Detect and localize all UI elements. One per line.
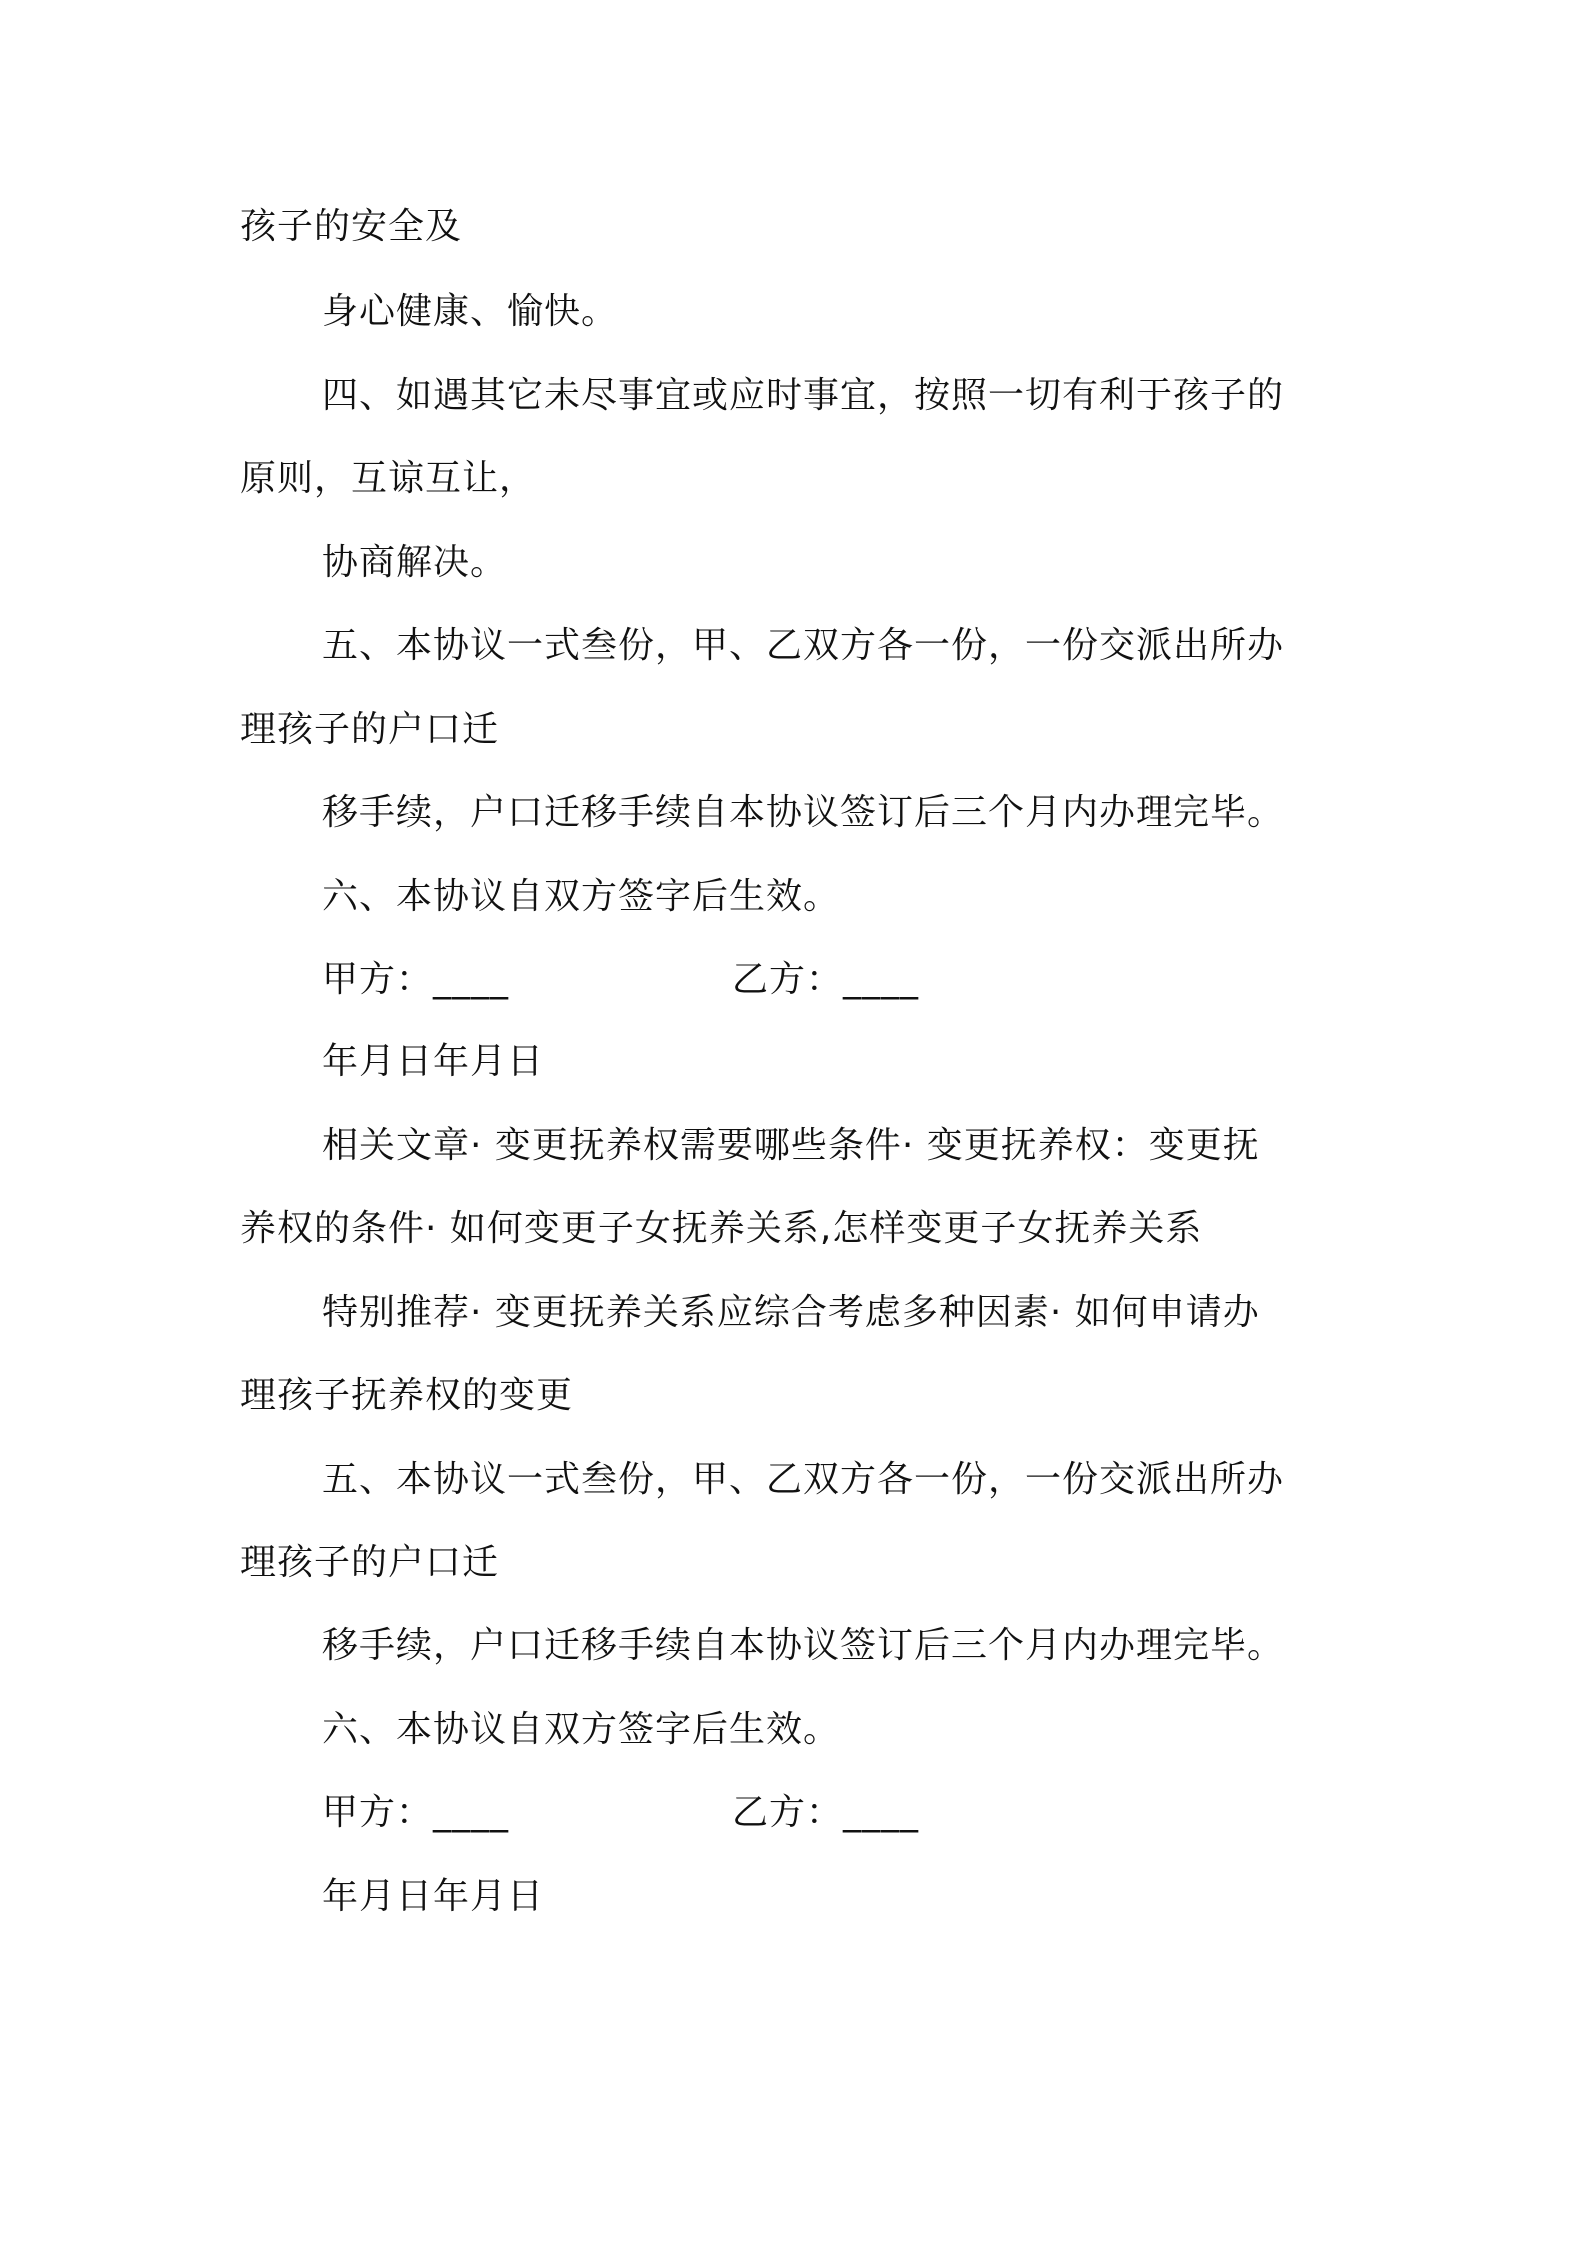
recommended-line: 特别推荐· 变更抚养关系应综合考虑多种因素· 如何申请办 [322,1292,1260,1333]
paragraph-line: 孩子的安全及 [240,206,463,247]
paragraph-line: 六、本协议自双方签字后生效。 [322,876,841,917]
party-a-blank: ____ [433,1792,510,1833]
recommended-line: 理孩子抚养权的变更 [240,1375,574,1416]
party-a-label: 甲方： [322,959,434,1000]
party-b-signature [732,1791,919,1835]
party-a-signature [322,958,509,1002]
paragraph-line: 五、本协议一式叁份，甲、乙双方各一份，一份交派出所办 [322,1459,1285,1500]
date-line: 年月日年月日 [322,1876,545,1917]
related-articles-line: 相关文章· 变更抚养权需要哪些条件· 变更抚养权：变更抚 [322,1125,1260,1166]
paragraph-line: 四、如遇其它未尽事宜或应时事宜，按照一切有利于孩子的 [322,375,1285,416]
related-articles-line: 养权的条件· 如何变更子女抚养关系,怎样变更子女抚养关系 [240,1208,1203,1249]
party-a-blank: ____ [433,959,510,1000]
party-b-blank: ____ [843,1792,920,1833]
paragraph-line: 理孩子的户口迁 [240,1542,500,1583]
party-a-signature [322,1791,509,1835]
paragraph-line: 五、本协议一式叁份，甲、乙双方各一份，一份交派出所办 [322,625,1285,666]
paragraph-line: 六、本协议自双方签字后生效。 [322,1709,841,1750]
paragraph-line: 身心健康、愉快。 [322,291,619,332]
paragraph-line: 原则，互谅互让， [240,458,537,499]
paragraph-line: 协商解决。 [322,542,508,583]
paragraph-line: 移手续，户口迁移手续自本协议签订后三个月内办理完毕。 [322,792,1285,833]
paragraph-line: 移手续，户口迁移手续自本协议签订后三个月内办理完毕。 [322,1625,1285,1666]
party-b-blank: ____ [843,959,920,1000]
party-a-label: 甲方： [322,1792,434,1833]
party-b-signature [732,958,919,1002]
date-line: 年月日年月日 [322,1041,545,1082]
paragraph-line: 理孩子的户口迁 [240,709,500,750]
party-b-label: 乙方： [732,1792,844,1833]
party-b-label: 乙方： [732,959,844,1000]
